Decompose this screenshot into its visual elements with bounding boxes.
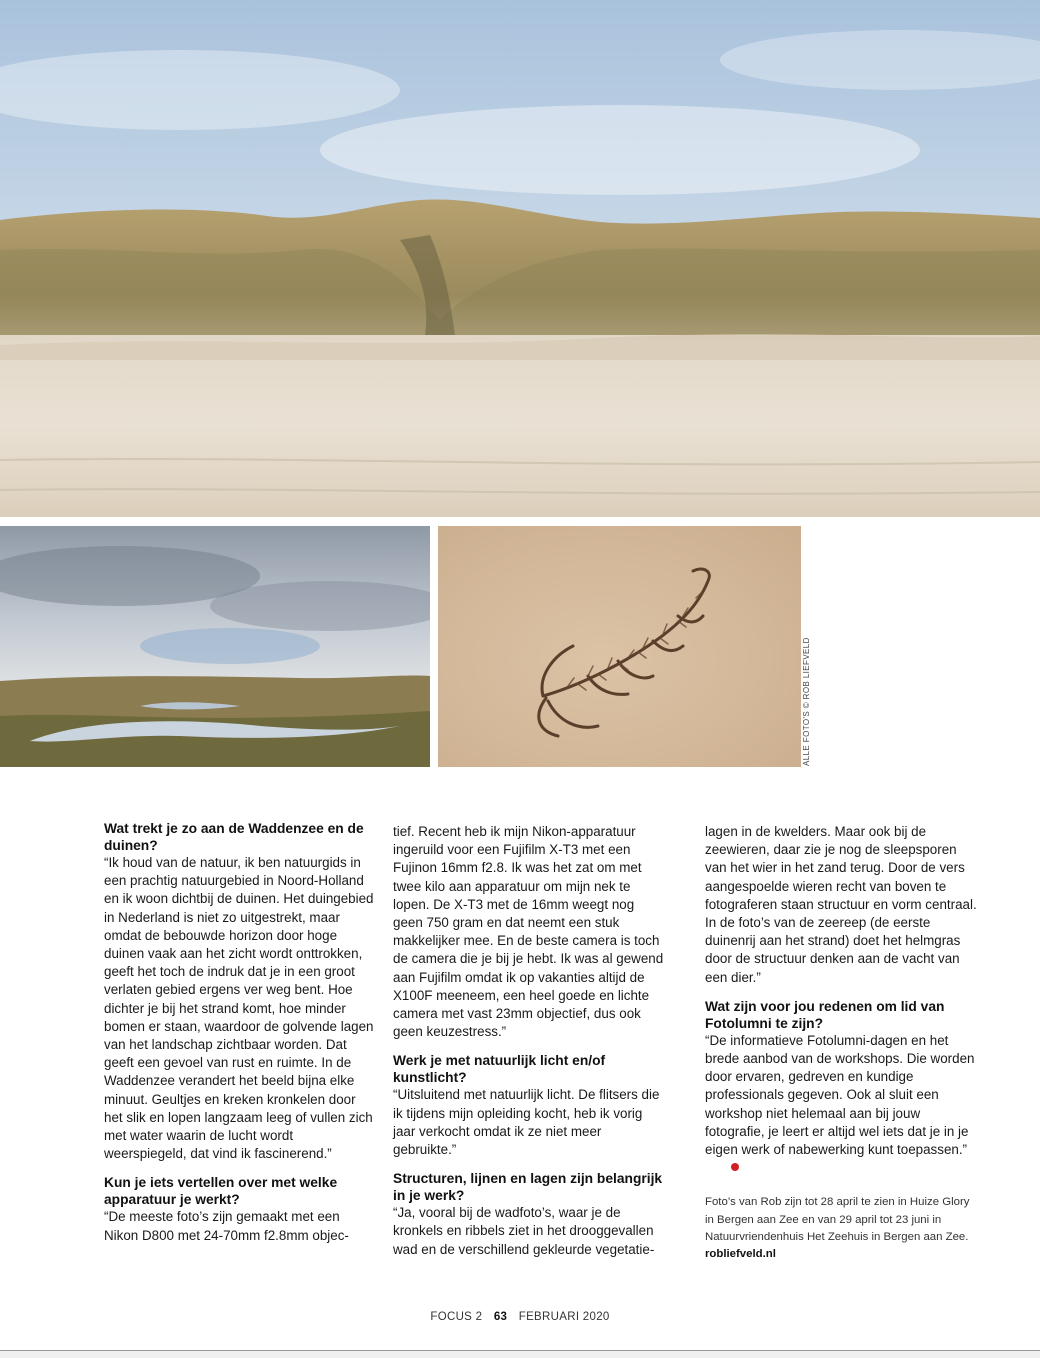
text-column-3: [705, 823, 977, 1263]
question-heading: Wat zijn voor jou redenen om lid van Fotolumni te zijn?: [705, 998, 945, 1031]
page-footer: [0, 1311, 1040, 1323]
magazine-name: FOCUS 2: [430, 1311, 483, 1323]
answer-text: “Uitsluitend met natuurlijk licht. De flitsers die ik tijdens mijn opleiding kocht, heb ik vorig jaar verkocht omdat ik ze niet meer gebruikte.”: [393, 1087, 660, 1158]
photo-credit: ALLE FOTO'S © ROB LIEFVELD: [802, 637, 811, 766]
answer-text: lagen in de kwelders. Maar ook bij de zeewieren, daar zie je nog de sleepsporen van het wier in het zand terug. Door de vers aangespoelde wieren recht van boven te fotograferen staan structuur en vorm centraal. In de foto’s van de zeereep (de eerste duinenrij aan het strand) doet het helmgras door de structuur denken aan de vacht van een dier.”: [705, 824, 977, 985]
answer-text: “De meeste foto’s zijn gemaakt met een Nikon D800 met 24-70mm f2.8mm objec-: [104, 1209, 349, 1243]
answer-text: [705, 1032, 977, 1178]
exhibition-note: [705, 1194, 977, 1263]
seaweed-photo: [438, 526, 801, 767]
answer-text-body: “De informatieve Fotolumni-dagen en het brede aanbod van de workshops. Die worden door ervaren, gedreven en kundige professionals gegeven. Ook al sluit een workshop niet helemaal aan bij jouw fotografie, je leert er altijd wel iets dat je in je eigen werk of nabewerking kunt toepassen.”: [705, 1032, 975, 1158]
dunes-photo: [0, 0, 1040, 517]
answer-text: tief. Recent heb ik mijn Nikon-apparatuur ingeruild voor een Fujifilm X-T3 met een Fujinon 16mm f2.8. Ik was het zat om met twee kilo aan apparatuur om mijn nek te lopen. De X-T3 met de 16mm weegt nog geen 750 gram en dat neemt een stuk makkelijker mee. En de beste camera is toch de camera die je bij je hebt. Ik was al gewend aan Fujifilm omdat ik op vakanties altijd de X100F meeneem, een heel goede en lichte camera met vast 23mm objectief, dus ook geen keuzestress.”: [393, 824, 664, 1040]
dune-lake-photo: [0, 526, 430, 767]
question-heading: Kun je iets vertellen over met welke apparatuur je werkt?: [104, 1175, 338, 1208]
question-heading: Wat trekt je zo aan de Waddenzee en de duinen?: [104, 821, 364, 853]
question-heading: Structuren, lijnen en lagen zijn belangrijk in je werk?: [393, 1171, 663, 1204]
question-heading: Werk je met natuurlijk licht en/of kunstlicht?: [393, 1053, 606, 1086]
answer-text: “Ik houd van de natuur, ik ben natuurgids in een prachtig natuurgebied in Noord-Holland en ik woon dichtbij de duinen. Het duingebied in Nederland is niet zo uitgestrekt, maar omdat de bebouwde horizon door hoge duinen vaak aan het zicht wordt onttrokken, geeft het toch de indruk dat je in een groot verlaten gebied ergens ver weg bent. Hoe dichter je bij het strand komt, hoe minder bomen er staan, waardoor de golvende lagen van het landschap zichtbaar worden. Dat geeft een gevoel van rust en ruimte. In de Waddenzee verandert het beeld bijna elke minuut. Geultjes en kreken kronkelen door het slik en lopen langzaam leeg of vullen zich met water waarin de lucht wordt weerspiegeld, dat vind ik fascinerend.”: [104, 855, 374, 1162]
exhibition-note-text: Foto’s van Rob zijn tot 28 april te zien in Huize Glory in Bergen aan Zee en van 29 april tot 23 juni in Natuurvriendenhuis Het Zeehuis in Bergen aan Zee.: [705, 1196, 970, 1243]
end-mark-dot: [731, 1163, 739, 1171]
text-column-2: [393, 823, 665, 1259]
issue-date: FEBRUARI 2020: [518, 1311, 610, 1323]
website-link[interactable]: robliefveld.nl: [705, 1248, 776, 1261]
answer-text: “Ja, vooral bij de wadfoto’s, waar je de kronkels en ribbels ziet in het drooggevallen wad en de verschillend gekleurde vegetatie-: [393, 1205, 655, 1257]
page-number: 63: [493, 1311, 508, 1323]
text-column-1: [104, 820, 376, 1245]
